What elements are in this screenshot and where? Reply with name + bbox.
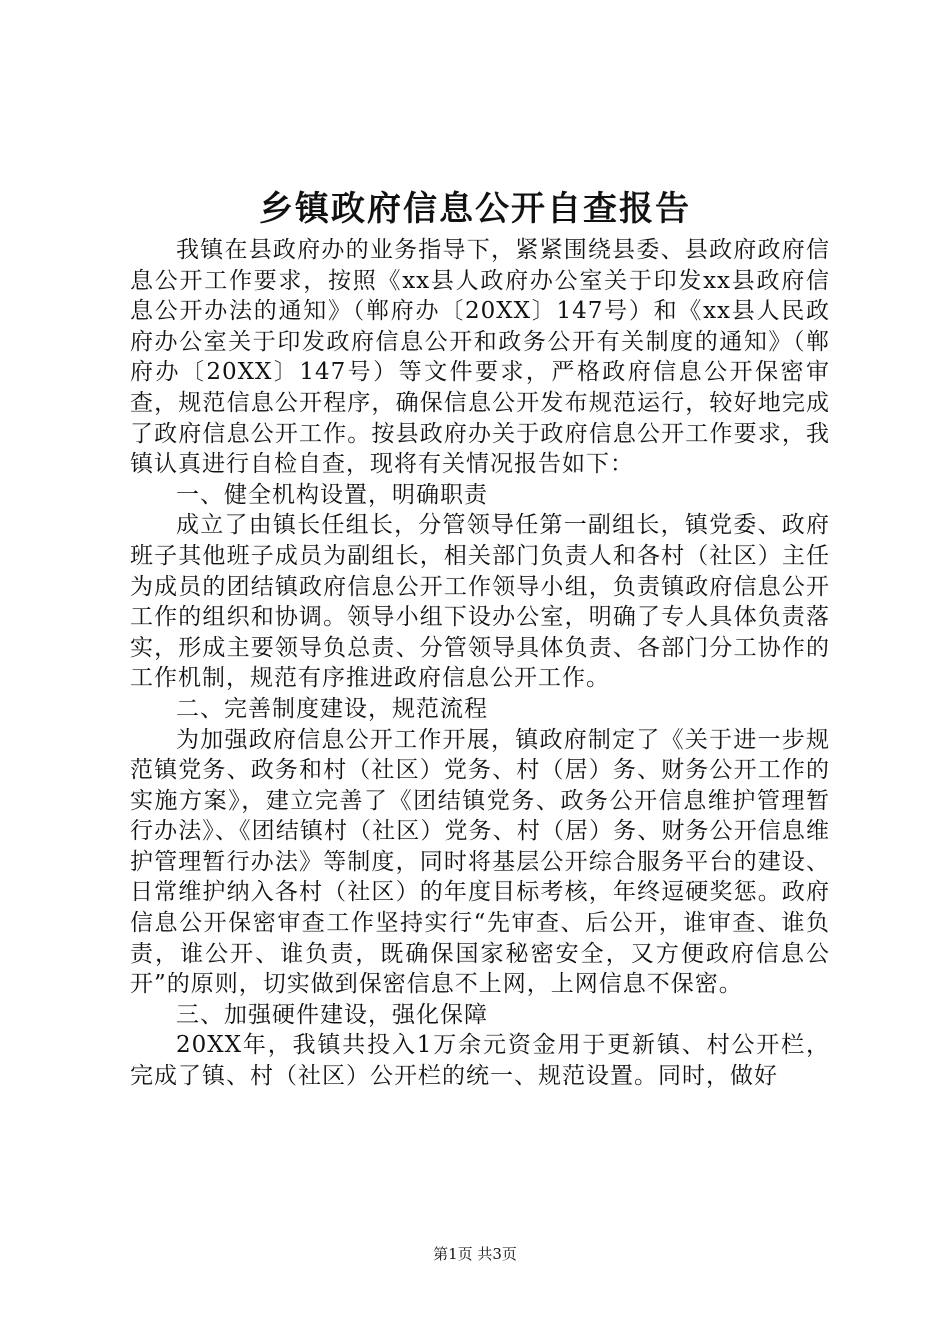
section-heading-2: 二、完善制度建设，规范流程 [176,695,488,722]
intro-paragraph: 我镇在县政府办的业务指导下，紧紧围绕县委、县政府政府信息公开工作要求，按照《xx县人政府办公室关于印发xx县政府信息公开办法的通知》（郸府办〔20XX〕147号）和《xx县人民政府办公室关于印发政府信息公开和政务公开有关制度的通知》（郸府办〔20XX〕147号）等文件要求，严格政府信息公开保密审查，规范信息公开程序，确保信息公开发布规范运行，较好地完成了政府信息公开工作。按县政府办关于政府信息公开工作要求，我镇认真进行自检自查，现将有关情况报告如下： [130,237,830,478]
section-heading-3: 三、加强硬件建设，强化保障 [176,1001,488,1028]
section-paragraph-1: 成立了由镇长任组长，分管领导任第一副组长，镇党委、政府班子其他班子成员为副组长，相关部门负责人和各村（社区）主任为成员的团结镇政府信息公开工作领导小组，负责镇政府信息公开工作的组织和协调。领导小组下设办公室，明确了专人具体负责落实，形成主要领导负总责、分管领导具体负责、各部门分工协作的工作机制，规范有序推进政府信息公开工作。 [130,512,830,692]
document-body [130,235,830,1092]
document-title: 乡镇政府信息公开自查报告 [259,189,691,229]
section-heading-1: 一、健全机构设置，明确职责 [176,481,488,508]
page-number-footer: 第1页 共3页 [433,1245,517,1263]
section-paragraph-2: 为加强政府信息公开工作开展，镇政府制定了《关于进一步规范镇党务、政务和村（社区）党务、村（居）务、财务公开工作的实施方案》，建立完善了《团结镇党务、政务公开信息维护管理暂行办法》、《团结镇村（社区）党务、村（居）务、财务公开信息维护管理暂行办法》等制度，同时将基层公开综合服务平台的建设、日常维护纳入各村（社区）的年度目标考核，年终逗硬奖惩。政府信息公开保密审查工作坚持实行“先审查、后公开，谁审查、谁负责，谁公开、谁负责，既确保国家秘密安全，又方便政府信息公开”的原则，切实做到保密信息不上网，上网信息不保密。 [130,726,830,998]
section-paragraph-3: 20XX年，我镇共投入1万余元资金用于更新镇、村公开栏，完成了镇、村（社区）公开栏的统一、规范设置。同时，做好 [130,1032,830,1090]
